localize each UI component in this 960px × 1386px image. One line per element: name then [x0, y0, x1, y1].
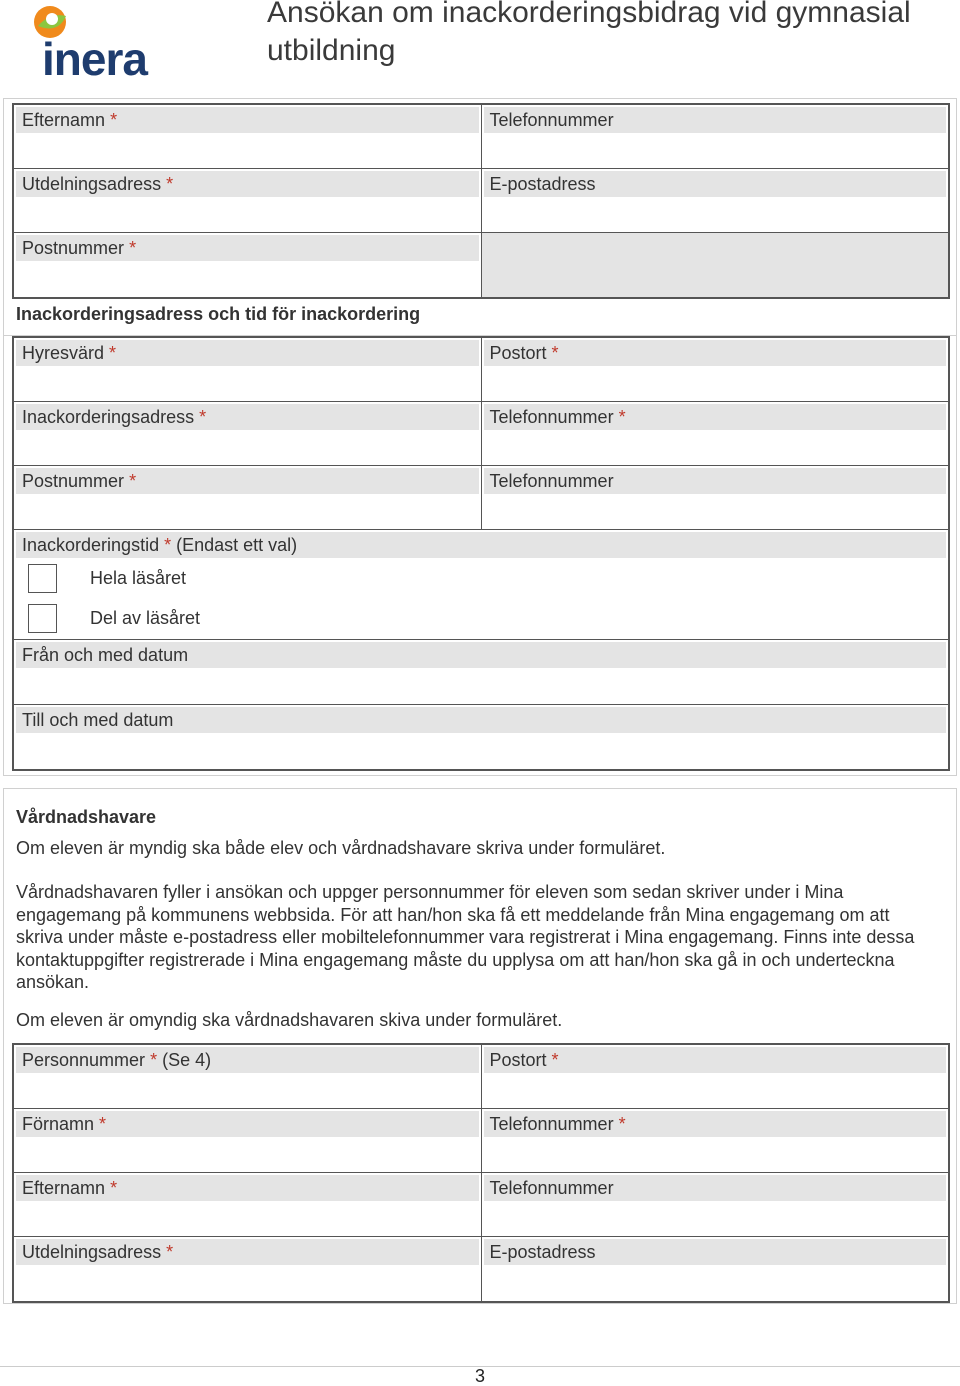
required-mark: * — [618, 1114, 626, 1134]
landlord-cell[interactable] — [14, 338, 481, 401]
form-row — [14, 338, 948, 402]
phone-field[interactable] — [482, 133, 949, 168]
page-number: 3 — [474, 1366, 485, 1386]
personal-number-cell[interactable] — [14, 1045, 481, 1108]
required-mark: * — [618, 407, 626, 427]
field-hint: (Se 4) — [162, 1050, 212, 1070]
phone-required-cell[interactable] — [481, 1109, 949, 1172]
option-label: Del av läsåret — [90, 607, 201, 628]
required-mark: * — [129, 238, 137, 258]
postal-code-field[interactable] — [14, 261, 481, 297]
phone-required-cell[interactable] — [481, 402, 949, 465]
field-label: Postnummer — [22, 238, 125, 258]
field-label: Telefonnummer — [489, 407, 614, 427]
email-field[interactable] — [482, 1265, 949, 1301]
city-cell[interactable] — [481, 1045, 949, 1108]
document-title: Ansökan om inackorderingsbidrag vid gymnasial utbildning — [267, 0, 911, 67]
required-mark: * — [109, 343, 117, 363]
field-label: Hyresvärd — [22, 343, 105, 363]
info-paragraph: Om eleven är omyndig ska vårdnadshavaren skiva under formuläret. — [16, 1010, 563, 1030]
field-label: Inackorderingsadress — [22, 407, 195, 427]
phone-cell[interactable] — [481, 105, 949, 168]
address-cell[interactable] — [14, 1237, 481, 1301]
boarding-grid — [12, 336, 950, 771]
lastname-cell[interactable] — [14, 1173, 481, 1236]
field-label: Efternamn — [22, 1178, 106, 1198]
phone-cell[interactable] — [481, 1173, 949, 1236]
info-paragraph: Om eleven är myndig ska både elev och vårdnadshavare skriva under formuläret. — [16, 838, 666, 858]
form-row — [14, 105, 948, 169]
required-mark: * — [150, 1050, 158, 1070]
city-cell[interactable] — [481, 338, 949, 401]
field-label: Postort — [489, 343, 547, 363]
phone-field[interactable] — [482, 494, 949, 529]
lastname-field[interactable] — [14, 133, 481, 168]
field-label: Telefonnummer — [489, 1114, 614, 1134]
required-mark: * — [166, 1242, 174, 1262]
field-label: Telefonnummer — [489, 110, 614, 130]
info-paragraph: Vårdnadshavaren fyller i ansökan och uppger personnummer för eleven som sedan skriver under i Mina engagemang på kommunens webbsida. För att han/hon ska få ett meddelande från Mina engagemang om att skriva under måste e-postadress eller mobiltelefonnummer vara registrerat i Mina engagemang. Finns inte dessa kontaktuppgifter registrerade i Mina engagemang måste du upplysa om att han/hon ska gå in och underteckna ansökan. — [16, 882, 915, 993]
logo-text: inera — [42, 33, 147, 85]
field-label: E-postadress — [489, 1242, 596, 1262]
section-heading: Inackorderingsadress och tid för inackordering — [16, 304, 421, 324]
form-row — [14, 1109, 948, 1173]
city-field[interactable] — [482, 366, 949, 401]
field-label: Utdelningsadress — [22, 1242, 162, 1262]
phone-required-field[interactable] — [482, 430, 949, 465]
address-field[interactable] — [14, 197, 481, 232]
field-label: Efternamn — [22, 110, 106, 130]
field-hint: (Endast ett val) — [176, 535, 298, 555]
field-label: Postort — [489, 1050, 547, 1070]
postal-code-field[interactable] — [14, 494, 481, 529]
form-row — [14, 1173, 948, 1237]
inera-logo — [30, 2, 160, 85]
option-part-year[interactable] — [14, 598, 948, 638]
address-field[interactable] — [14, 1265, 481, 1301]
lastname-cell[interactable] — [14, 105, 481, 168]
boarding-address-cell[interactable] — [14, 402, 481, 465]
field-label: Telefonnummer — [489, 471, 614, 491]
checkbox[interactable] — [28, 564, 57, 593]
section-heading: Vårdnadshavare — [16, 807, 157, 827]
option-whole-year[interactable] — [14, 558, 948, 598]
email-cell[interactable] — [481, 169, 949, 232]
form-row — [14, 466, 948, 530]
postal-code-cell[interactable] — [14, 233, 481, 297]
email-cell[interactable] — [481, 1237, 949, 1301]
required-mark: * — [129, 471, 137, 491]
required-mark: * — [110, 1178, 118, 1198]
form-row — [14, 1237, 948, 1301]
boarding-section — [3, 300, 957, 776]
form-row — [14, 169, 948, 233]
form-row — [14, 233, 948, 297]
guardian-section — [3, 788, 957, 1304]
from-date-field[interactable] — [14, 668, 948, 704]
required-mark: * — [99, 1114, 107, 1134]
firstname-field[interactable] — [14, 1137, 481, 1172]
to-date-field[interactable] — [14, 733, 948, 769]
field-label: Telefonnummer — [489, 1178, 614, 1198]
field-label: Personnummer — [22, 1050, 146, 1070]
firstname-cell[interactable] — [14, 1109, 481, 1172]
postal-code-cell[interactable] — [14, 466, 481, 529]
email-field[interactable] — [482, 197, 949, 232]
from-date-row[interactable] — [14, 642, 948, 705]
checkbox[interactable] — [28, 604, 57, 633]
guardian-grid — [12, 1043, 950, 1303]
empty-cell — [481, 233, 949, 297]
required-mark: * — [110, 110, 118, 130]
field-label: E-postadress — [489, 174, 596, 194]
page-header — [0, 0, 960, 100]
option-label: Hela läsåret — [90, 567, 187, 588]
form-row — [14, 402, 948, 466]
field-label: Förnamn — [22, 1114, 95, 1134]
required-mark: * — [166, 174, 174, 194]
required-mark: * — [164, 535, 172, 555]
lastname-field[interactable] — [14, 1201, 481, 1236]
field-label: Inackorderingstid — [22, 535, 160, 555]
phone-required-field[interactable] — [482, 1137, 949, 1172]
field-label: Från och med datum — [16, 642, 946, 668]
field-label: Till och med datum — [16, 707, 946, 733]
applicant-grid — [12, 103, 950, 299]
required-mark: * — [199, 407, 207, 427]
period-row — [14, 532, 948, 640]
phone-cell[interactable] — [481, 466, 949, 529]
landlord-field[interactable] — [14, 366, 481, 401]
field-label: Postnummer — [22, 471, 125, 491]
boarding-address-field[interactable] — [14, 430, 481, 465]
personal-number-field[interactable] — [14, 1073, 481, 1108]
phone-field[interactable] — [482, 1201, 949, 1236]
required-mark: * — [551, 343, 559, 363]
form-row — [14, 1045, 948, 1109]
city-field[interactable] — [482, 1073, 949, 1108]
address-cell[interactable] — [14, 169, 481, 232]
to-date-row[interactable] — [14, 707, 948, 769]
required-mark: * — [551, 1050, 559, 1070]
field-label: Utdelningsadress — [22, 174, 162, 194]
